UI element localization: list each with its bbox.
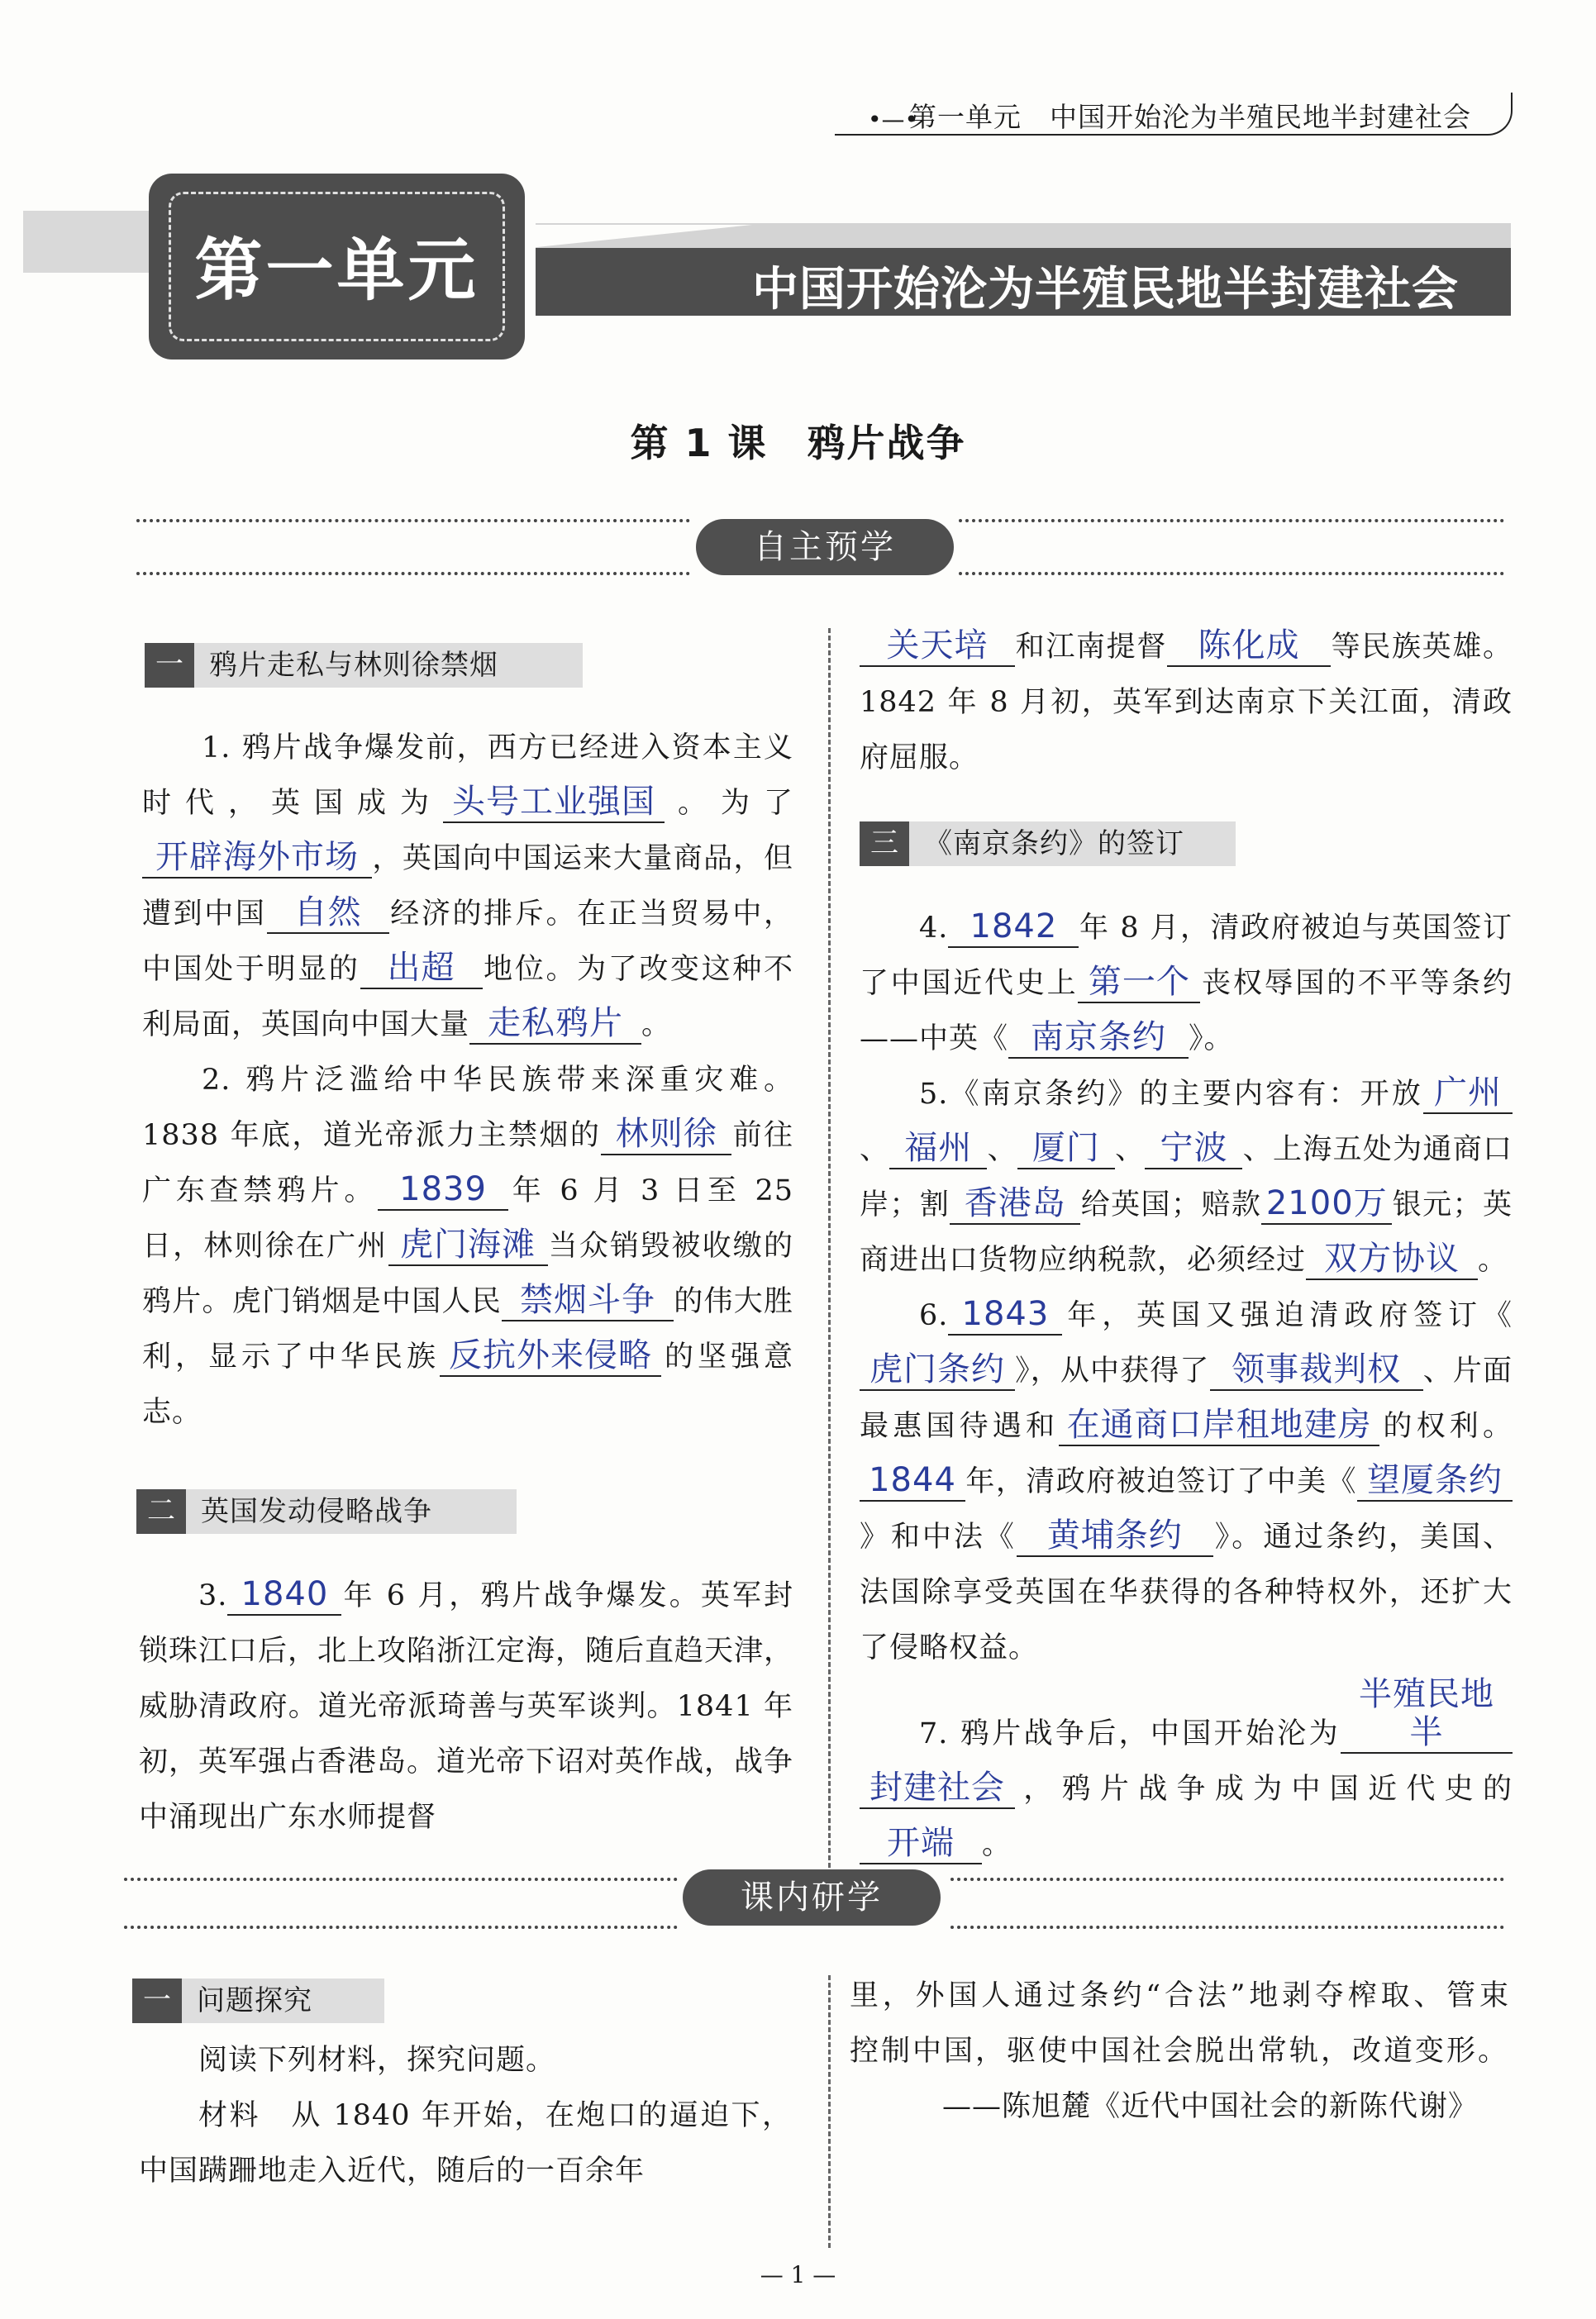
running-header: •—• 第一单元 中国开始沦为半殖民地半封建社会 [835,93,1513,137]
inquiry-instruction: 阅读下列材料，探究问题。 [198,2044,556,2077]
paragraph-6: 6. 1843 年，英国又强迫清政府签订《虎门条约 》，从中获得了 领事裁判权 、片面最惠国待遇和 在通商口岸租地建房 的权利。1844 年，清政府被迫签订了中美《 望厦条约》和中法《 黄埔条约 》。通过条约，美国、法国除享受英国在华获得的各种特权外，还扩大了侵略权益。 [860,1295,1513,1664]
answer: 开辟海外市场 [155,838,359,876]
answer: 香港岛 [964,1184,1066,1222]
column-divider [828,628,831,1868]
dotted-rule [124,1926,678,1929]
answer: 半殖民地半 [1359,1675,1494,1751]
quote-source: ——陈旭麓《近代中国社会的新陈代谢》 [941,2090,1478,2123]
answer: 黄埔条约 [1046,1517,1183,1555]
answer: 林则徐 [615,1115,717,1153]
answer: 1843 [961,1295,1050,1333]
paragraph-7: 7. 鸦片战争后，中国开始沦为半殖民地半封建社会 ，鸦片战争成为中国近代史的开端 。 [860,1676,1513,1873]
heading-number: 二 [136,1489,186,1534]
dotted-rule [124,1878,678,1881]
answer: 1842 [970,907,1058,945]
material-label: 材料 [198,2099,260,2132]
quote-text: 里，外国人通过条约“合法”地剥夺榨取、管束控制中国，驱使中国社会脱出常轨，改道变形。 [850,1979,1511,2068]
section-preview: 自主预学 [696,519,954,575]
left-column-bottom [139,1569,793,1845]
heading-nanjing-treaty [860,821,1236,866]
unit-subtitle: 中国开始沦为半殖民地半封建社会 [752,263,1459,317]
answer: 1840 [241,1575,329,1613]
column-divider [828,1975,831,2248]
heading-text: 鸦片走私与林则徐禁烟 [209,649,498,682]
left-column-top [142,721,793,1440]
answer: 反抗外来侵略 [448,1336,652,1374]
answer: 望厦条约 [1367,1461,1503,1499]
heading-opium-smuggling [145,643,583,688]
paragraph-1: 1. 鸦片战争爆发前，西方已经进入资本主义时代，英国成为 头号工业强国 。为了开辟海外市场 ，英国向中国运来大量商品，但遭到中国 自然 经济的排斥。在正当贸易中，中国处于明显的 出超 地位。为了改变这种不利局面，英国向中国大量 走私鸦片 。 [142,721,793,1053]
heading-number: 一 [145,643,194,688]
paragraph-3: 3. 1840 年 6 月，鸦片战争爆发。英军封锁珠江口后，北上攻陷浙江定海，随后直趋天津，威胁清政府。道光帝派琦善与英军谈判。1841 年初，英军强占香港岛。道光帝下诏对英作战，战争中涌现出广东水师提督 [139,1575,794,1834]
answer: 南京条约 [1031,1018,1167,1056]
answer: 宁波 [1160,1129,1228,1167]
section-study: 课内研学 [683,1869,941,1926]
paragraph-5: 5.《南京条约》的主要内容有：开放 广州、 福州 、 厦门 、 宁波 、上海五处为通商口岸；割 香港岛 给英国；赔款 2100万 银元；英商进出口货物应纳税款，必须经过 双方协议 。 [860,1067,1513,1288]
material: 材料 从 1840 年开始，在炮口的逼迫下，中国蹒跚地走入近代，随后的一百余年 [139,2099,792,2188]
answer: 1839 [399,1170,487,1208]
answer: 关天培 [886,626,989,664]
answer: 自然 [293,893,362,931]
dotted-rule [959,572,1504,575]
answer: 虎门条约 [869,1350,1005,1388]
right-column-main [860,901,1513,1873]
answer: 福州 [904,1129,973,1167]
unit-bar-notch [529,225,752,248]
answer: 头号工业强国 [451,783,655,821]
answer: 走私鸦片 [488,1004,624,1042]
answer: 出超 [387,949,455,987]
heading-text: 英国发动侵略战争 [201,1495,432,1528]
heading-text: 《南京条约》的签订 [924,827,1184,860]
answer: 厦门 [1031,1129,1100,1167]
unit-title: 第一单元 [194,231,479,310]
heading-inquiry [132,1979,384,2023]
answer: 广州 [1434,1074,1502,1112]
paragraph-3-continued: 关天培 和江南提督 陈化成 等民族英雄。1842 年 8 月初，英军到达南京下关江面，清政府屈服。 [860,626,1513,774]
running-header-text: 第一单元 中国开始沦为半殖民地半封建社会 [909,101,1471,133]
heading-war [136,1489,517,1534]
paragraph-4: 4. 1842 年 8 月，清政府被迫与英国签订了中国近代史上 第一个 丧权辱国的不平等条约——中英《 南京条约 》。 [860,901,1513,1067]
heading-number: 一 [132,1979,182,2023]
dotted-rule [136,572,690,575]
answer: 在通商口岸租地建房 [1066,1406,1372,1444]
dotted-rule [950,1926,1504,1929]
dotted-rule [950,1878,1504,1881]
dotted-rule [136,519,690,522]
heading-number: 三 [860,821,909,866]
answer: 封建社会 [869,1769,1005,1807]
dotted-rule [959,519,1504,522]
right-column-top [860,620,1513,786]
answer: 虎门海滩 [400,1226,536,1264]
inquiry-right [850,1969,1511,2135]
answer: 领事裁判权 [1232,1350,1402,1388]
answer: 禁烟斗争 [519,1281,655,1319]
answer: 第一个 [1088,963,1190,1001]
answer: 1844 [869,1461,956,1499]
answer: 开端 [887,1824,955,1862]
paragraph-2: 2. 鸦片泛滥给中华民族带来深重灾难。1838 年底，道光帝派力主禁烟的 林则徐 前往广东查禁鸦片。 1839 年 6 月 3 日至 25 日，林则徐在广州 虎门海滩 当众销毁被收缴的鸦片。虎门销烟是中国人民 禁烟斗争 的伟大胜利，显示了中华民族 反抗外来侵略 的坚强意志。 [142,1064,793,1429]
answer: 陈化成 [1198,626,1300,664]
answer: 双方协议 [1324,1240,1460,1278]
page-number: — 1 — [760,2261,836,2288]
lesson-title: 第 1 课 鸦片战争 [630,421,966,465]
heading-text: 问题探究 [197,1984,312,2017]
inquiry-left [139,2033,792,2199]
answer: 2100万 [1265,1184,1388,1222]
